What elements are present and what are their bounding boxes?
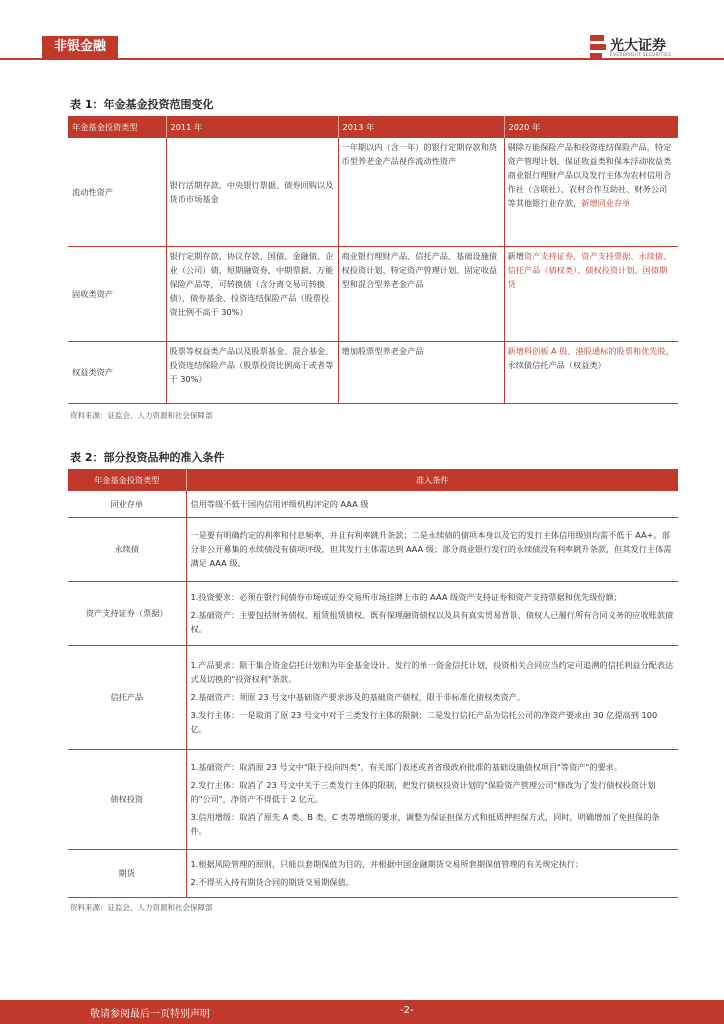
- cell-2013: 增加股票型养老金产品: [338, 341, 504, 403]
- table-row: [68, 581, 678, 645]
- condition-item: 1.基础资产：取消原 23 号文中"限于投向四类"，有关部门表述或者省级政府批准的基础设施债权项目"等资产"的要求。: [190, 762, 623, 772]
- condition-item: 1.投资要求：必须在银行间债券市场或证券交易所市场挂牌上市的 AAA 级资产支持证券和资产支持票据和优先级份额；: [190, 592, 622, 602]
- logo-mark-icon: [590, 35, 606, 59]
- table-row: [68, 749, 678, 849]
- investment-scope-table: [68, 116, 678, 404]
- page-footer: [0, 1000, 724, 1024]
- table-row: [68, 138, 678, 246]
- row-conditions: [186, 749, 678, 849]
- table-header-row: [68, 469, 678, 491]
- col-header-type: 年金基金投资类型: [68, 116, 166, 138]
- cell-2011: 银行活期存款、中央银行票据、债券回购以及货币市场基金: [166, 138, 338, 246]
- logo-name: 光大证券: [610, 38, 666, 54]
- logo-subtitle: EVERBRIGHT SECURITIES: [610, 53, 672, 58]
- admission-conditions-table: [68, 469, 678, 898]
- cell-2020-text: ，永续债信托产品（权益类）: [507, 345, 674, 370]
- page-number: -2-: [400, 1005, 414, 1016]
- row-type: 信托产品: [68, 645, 186, 749]
- cell-2011: 银行定期存款、协议存款、国债、金融债、企业（公司）债、短期融资券、中期票据、万能保险产品等，可转换债（含分离交易可转换债）、债券基金、投资连结保险产品（股票投资比例不高于 30%）: [166, 246, 338, 341]
- table1-source: 资料来源：证监会、人力资源和社会保障部: [70, 411, 213, 420]
- row-type: 权益类资产: [68, 341, 166, 403]
- col-header-2011: 2011 年: [166, 116, 338, 138]
- col-header-2020: 2020 年: [504, 116, 678, 138]
- table-row: [68, 246, 678, 341]
- col-header-2013: 2013 年: [338, 116, 504, 138]
- row-type: 债权投资: [68, 749, 186, 849]
- table1-caption: 表 1：年金基金投资范围变化: [70, 98, 214, 111]
- cell-2020-text: 新增: [507, 250, 524, 261]
- cell-2020: [504, 138, 678, 246]
- cell-2020-text: 剔除万能保险产品和投资连结保险产品，特定资产管理计划、保证收益类和保本浮动收益类商业银行理财产品以及发行主体为农村信用合作社（含联社）、农村合作互助社、财务公司等其他银行业存款，: [507, 142, 672, 208]
- cell-2020: [504, 341, 678, 403]
- table2-source: 资料来源：证监会、人力资源和社会保障部: [70, 903, 213, 912]
- cell-2013: 一年期以内（含一年）的银行定期存款和货币型养老金产品视作流动性资产: [338, 138, 504, 246]
- condition-item: 1.产品要求：限于集合资金信托计划和为年金基金设计、发行的单一资金信托计划，投资相关合同应当约定可追溯的信托利益分配表达式及切换的"投资权利"条款。: [190, 660, 674, 684]
- condition-item: 一是要有明确约定的利率和付息频率，并且有利率跳升条款；二是永续债的债项本身以及它的发行主体信用级别均需不低于 AA+。部分非公开募集的永续债没有债项评级，但其发行主体需达到 AAA 级；部分商业银行发行的永续债没有利率跳升条款，但其发行主体需满足 AAA 级。: [190, 530, 672, 568]
- row-type: 永续债: [68, 517, 186, 581]
- condition-item: 3.信用增级：取消了原先 A 类、B 类、C 类等增级的要求，调整为保证担保方式和抵质押担保方式，同时，明确增加了免担保的条件。: [190, 812, 660, 836]
- row-type: 同业存单: [68, 491, 186, 517]
- condition-item: 3.发行主体：一是取消了原 23 号文中对于三类发行主体的限制；二是发行信托产品为信托公司的净资产要求由 30 亿提高到 100 亿。: [190, 710, 658, 734]
- table-row: [68, 341, 678, 403]
- cell-2020-highlight: 新增同业存单: [581, 198, 631, 208]
- table2-caption: 表 2：部分投资品种的准入条件: [70, 451, 225, 464]
- row-type: 流动性资产: [68, 138, 166, 246]
- row-conditions: [186, 645, 678, 749]
- col-header-conditions: 准入条件: [186, 469, 678, 491]
- row-type: 固收类资产: [68, 246, 166, 341]
- page-header: [0, 0, 724, 70]
- table-header-row: [68, 116, 678, 138]
- cell-2013: 商业银行理财产品、信托产品、基础设施债权投资计划、特定资产管理计划、固定收益型和混合型养老金产品: [338, 246, 504, 341]
- table-row: [68, 849, 678, 897]
- condition-item: 2.基础资产：主要包括财务债权、租赁租赁债权、既有保理融资债权以及具有真实贸易背景、债权人已履行所有合同义务的应收账款债权。: [190, 610, 674, 634]
- cell-2020-highlight: 资产支持证券、资产支持票据、永续债、信托产品（债权类）、债权投资计划、国债期货: [507, 250, 672, 289]
- row-type: 期货: [68, 849, 186, 897]
- condition-item: 2.不得买入持有期货合同的期货交易期保值。: [190, 877, 354, 887]
- brand-logo: [590, 33, 690, 63]
- section-tag: 非银金融: [42, 36, 118, 58]
- row-conditions: [186, 581, 678, 645]
- cell-2020-highlight: 新增科创板 A 股、港股通标的股票和优先股: [507, 345, 666, 356]
- row-conditions: [186, 849, 678, 897]
- col-header-type: 年金基金投资类型: [68, 469, 186, 491]
- row-conditions: [186, 491, 678, 517]
- cell-2011: 股票等权益类产品以及股票基金、混合基金、投资连结保险产品（股票投资比例高于或者等于 30%）: [166, 341, 338, 403]
- row-type: 资产支持证券（票据）: [68, 581, 186, 645]
- cell-2020: [504, 246, 678, 341]
- condition-item: 2.基础资产：须原 23 号文中基础资产要求涉及的基础资产债权，限于非标准化债权类资产。: [190, 692, 526, 702]
- row-conditions: [186, 517, 678, 581]
- disclaimer-note: 敬请参阅最后一页特别声明: [90, 1009, 210, 1020]
- condition-item: 信用等级不低于国内信用评级机构评定的 AAA 级: [190, 498, 369, 509]
- condition-item: 1.根据风险管理的原则，只能以套期保值为目的，并根据中国金融期货交易所套期保值管理的有关规定执行；: [190, 859, 584, 869]
- condition-item: 2.发行主体：取消了 23 号文中关于三类发行主体的限制，把发行债权投资计划的"保险资产管理公司"修改为了发行债权投资计划的"公司"，净资产不得低于 2 亿元。: [190, 780, 656, 804]
- table-row: [68, 517, 678, 581]
- table-row: [68, 491, 678, 517]
- table-row: [68, 645, 678, 749]
